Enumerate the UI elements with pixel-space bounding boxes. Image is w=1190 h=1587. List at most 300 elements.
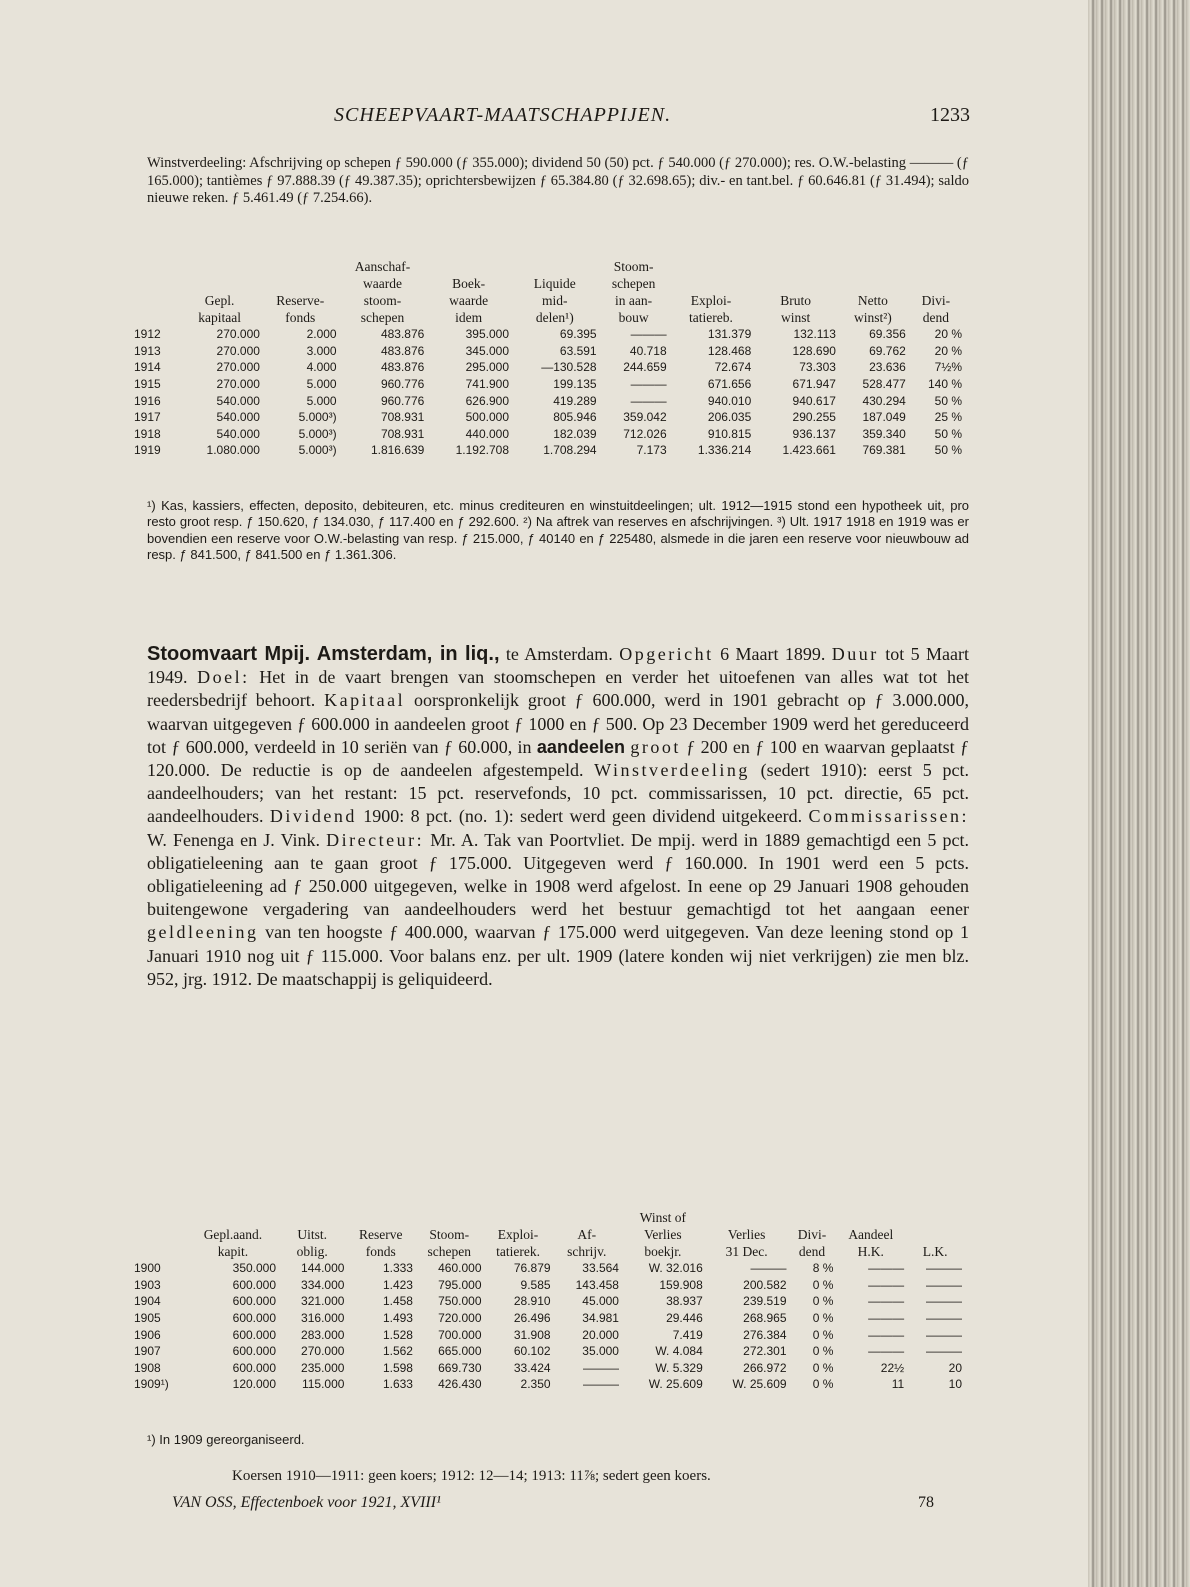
table-row	[132, 426, 964, 443]
table-cell: 128.690	[792, 343, 836, 358]
table-cell: 7½%	[934, 360, 962, 375]
table-cell: 350.000	[232, 1261, 277, 1276]
article-text: oorspronkelijk groot ƒ 600.000, werd in 1901 gebracht op ƒ 3.000.000, waarvan uitgegeven ƒ 600.000 in aandeelen groot ƒ 1000 en ƒ 500. Op 23 December 1909 werd het gereduceerd tot ƒ 600.000, verdeeld in 10 seriën van ƒ 60.000, in	[147, 690, 969, 757]
table2-header-cell: Uitst.	[297, 1226, 328, 1242]
table-cell: 11	[891, 1377, 905, 1392]
table1-header-cell: winst²)	[853, 309, 892, 325]
label-dividend: Dividend	[269, 806, 357, 827]
table-cell: 419.289	[553, 393, 597, 408]
table-cell: 20 %	[934, 343, 962, 358]
table-cell: 316.000	[301, 1311, 345, 1326]
table1-header-cell: schepen	[360, 309, 405, 325]
table-cell: 45.000	[582, 1294, 619, 1309]
table2-header-cell	[132, 1226, 188, 1243]
table-cell: 10	[948, 1377, 962, 1392]
table-cell: ———	[926, 1261, 962, 1276]
article-text: W. Fenenga en J. Vink.	[147, 829, 327, 850]
table-cell: 235.000	[301, 1360, 345, 1375]
table-cell: 671.947	[792, 377, 836, 392]
table-cell: 3.000	[306, 343, 337, 358]
table-cell: 1.336.214	[697, 443, 752, 458]
table1-header-cell: delen¹)	[535, 309, 574, 325]
table-cell: 35.000	[582, 1344, 619, 1359]
table-cell: 132.113	[793, 327, 836, 342]
table-cell: 244.659	[623, 360, 667, 375]
table-cell: 708.931	[380, 410, 425, 425]
label-aandeelen: aandeelen	[536, 736, 625, 757]
table2-header-cell: Gepl.aand.	[203, 1226, 263, 1242]
table-cell: 1.708.294	[543, 443, 597, 458]
table-row	[132, 343, 964, 360]
table2-header-cell: tatierek.	[496, 1243, 540, 1259]
table-cell: 1.598	[382, 1360, 413, 1375]
table-row	[132, 1310, 964, 1327]
table-cell: ———	[868, 1294, 905, 1309]
table-cell: 283.000	[301, 1327, 345, 1342]
table-row	[132, 1376, 964, 1393]
year-cell: 1905	[134, 1311, 161, 1326]
page-title: SCHEEPVAART-MAATSCHAPPIJEN.	[334, 104, 672, 126]
table-cell: 60.102	[513, 1344, 551, 1359]
article-text: ƒ 200 en ƒ 100 en waarvan geplaatst ƒ 120.000. De reductie is op de aandeelen afgestempeld.	[147, 736, 970, 781]
table1-header-cell: dend	[922, 309, 950, 325]
table-cell: 20 %	[934, 327, 962, 342]
table-cell: 206.035	[707, 410, 752, 425]
table-cell: 671.656	[707, 377, 752, 392]
table-cell: 1.333	[382, 1261, 413, 1276]
table-cell: 1.493	[382, 1311, 413, 1326]
table2-header-cell: Reserve	[358, 1226, 403, 1242]
table-cell: W. 25.609	[648, 1377, 703, 1392]
table-cell: 750.000	[438, 1294, 482, 1309]
table-cell: ———	[868, 1344, 905, 1359]
table1-header-cell	[262, 258, 339, 275]
table1-header-cell	[426, 258, 511, 275]
table-cell: 72.674	[714, 360, 752, 375]
table2-header-row	[132, 1209, 964, 1226]
table-cell: 345.000	[465, 343, 509, 358]
table-cell: 540.000	[216, 426, 260, 441]
table-cell: 1.633	[382, 1377, 413, 1392]
table2-header-cell: oblig.	[296, 1243, 328, 1259]
table-cell: ———	[630, 393, 667, 408]
year-cell: 1906	[134, 1327, 161, 1342]
table1-header-cell	[908, 275, 964, 292]
table-cell: 1.423.661	[782, 443, 836, 458]
table-cell: ———	[868, 1311, 905, 1326]
year-cell: 1907	[134, 1344, 161, 1359]
table1-header-cell: waarde	[449, 292, 489, 308]
table-cell: 4.000	[306, 360, 337, 375]
table-cell: 0 %	[812, 1344, 834, 1359]
table2-header-cell	[835, 1209, 906, 1226]
table-cell: 700.000	[438, 1327, 482, 1342]
table2-header-cell: Stoom-	[429, 1226, 470, 1242]
table-cell: 626.900	[465, 393, 509, 408]
table-cell: 600.000	[232, 1277, 277, 1292]
table1-header-cell	[132, 258, 177, 275]
table-cell: 140 %	[927, 377, 962, 392]
table1-header-cell	[262, 275, 339, 292]
table-cell: 8 %	[812, 1261, 834, 1276]
table2-header-row	[132, 1226, 964, 1243]
table-cell: 239.519	[743, 1294, 787, 1309]
table-cell: 22½	[880, 1360, 905, 1375]
table-row	[132, 1277, 964, 1294]
table-cell: 272.301	[743, 1344, 787, 1359]
footer-page: 78	[918, 1494, 934, 1511]
table-cell: 50 %	[934, 393, 962, 408]
table-cell: 500.000	[465, 410, 509, 425]
table-cell: 1.528	[382, 1327, 413, 1342]
table1-header-cell: waarde	[362, 275, 402, 291]
table-cell: 0 %	[812, 1277, 834, 1292]
table-cell: 483.876	[380, 327, 425, 342]
table1-header-cell	[132, 292, 177, 309]
table-cell: 769.381	[862, 443, 906, 458]
label-winstverdeeling: Winstverdeeling	[594, 760, 750, 781]
table-row	[132, 392, 964, 409]
table-row	[132, 1260, 964, 1277]
table1-header-cell	[132, 309, 177, 326]
footer-source: VAN OSS, Effectenboek voor 1921, XVIII¹	[172, 1494, 441, 1511]
table1-header-cell	[838, 258, 908, 275]
year-cell: 1908	[134, 1360, 161, 1375]
year-cell: 1918	[134, 426, 161, 441]
table2-header-cell: Aandeel	[848, 1226, 894, 1242]
table1-header-row	[132, 309, 964, 326]
table-cell: 5.000³)	[298, 426, 337, 441]
table-cell: 29.446	[666, 1311, 703, 1326]
table-cell: 795.000	[438, 1277, 482, 1292]
year-cell: 1916	[134, 393, 161, 408]
table-cell: W. 4.084	[655, 1344, 703, 1359]
table-cell: 540.000	[216, 410, 260, 425]
table-cell: ———	[868, 1261, 905, 1276]
table-cell: 7.419	[672, 1327, 703, 1342]
table-cell: 5.000	[306, 393, 337, 408]
table-cell: 0 %	[812, 1327, 834, 1342]
label-directeur: Directeur:	[326, 829, 425, 850]
table1-header-cell: in aan-	[615, 292, 653, 308]
table-cell: 50 %	[934, 443, 962, 458]
table-cell: 669.730	[438, 1360, 482, 1375]
table-cell: 708.931	[380, 426, 425, 441]
year-cell: 1912	[134, 327, 161, 342]
book-binding-edge	[1088, 0, 1190, 1587]
table1-header-cell: mid-	[542, 292, 568, 308]
table1-header-row	[132, 275, 964, 292]
table-cell: 2.350	[520, 1377, 551, 1392]
table2-header-cell: H.K.	[857, 1243, 884, 1259]
table-cell: 334.000	[301, 1277, 345, 1292]
table-cell: 960.776	[380, 377, 425, 392]
table2-header-cell	[705, 1209, 789, 1226]
table-cell: 960.776	[380, 393, 425, 408]
table2-header-cell: boekjr.	[644, 1243, 682, 1259]
table-cell: ———	[926, 1327, 962, 1342]
table2-header-cell: dend	[798, 1243, 826, 1259]
table-cell: 940.617	[792, 393, 836, 408]
table-cell: 69.762	[869, 343, 906, 358]
table-cell: 540.000	[216, 393, 260, 408]
table2-header-cell	[906, 1226, 964, 1243]
table2-header-cell: Verlies	[727, 1226, 766, 1242]
table-cell: 34.981	[582, 1311, 619, 1326]
year-cell: 1903	[134, 1277, 161, 1292]
table2-header-cell	[906, 1209, 964, 1226]
table1-header-cell: winst	[780, 309, 811, 325]
table-cell: 1.562	[382, 1344, 413, 1359]
table1-header-cell: Liquide	[533, 275, 576, 291]
table1-header-cell	[669, 258, 754, 275]
table1-header-cell: Bruto	[780, 292, 811, 308]
table-cell: 26.496	[513, 1311, 551, 1326]
table1-header-cell: Stoom-	[613, 258, 654, 274]
table-cell: 1.816.639	[370, 443, 425, 458]
table-cell: 805.946	[553, 410, 597, 425]
table-row	[132, 1360, 964, 1377]
table-cell: 69.395	[559, 327, 597, 342]
table1-header-cell	[753, 258, 838, 275]
table-cell: 295.000	[465, 360, 509, 375]
table2-header-cell	[132, 1209, 188, 1226]
table-cell: W. 5.329	[655, 1360, 703, 1375]
table-cell: 321.000	[301, 1294, 345, 1309]
article-text: 6 Maart 1899.	[713, 644, 832, 664]
table-cell: 69.356	[869, 327, 906, 342]
table-cell: 9.585	[520, 1277, 551, 1292]
table-cell: 940.010	[707, 393, 752, 408]
table1-header-cell: stoom-	[363, 292, 402, 308]
table-cell: ———	[630, 377, 667, 392]
table-cell: ———	[926, 1294, 962, 1309]
table-row	[132, 1326, 964, 1343]
table-cell: 712.026	[623, 426, 667, 441]
table-cell: 2.000	[306, 327, 337, 342]
table1-header-cell: kapitaal	[198, 309, 241, 325]
table-cell: ———	[868, 1277, 905, 1292]
table-cell: 120.000	[232, 1377, 277, 1392]
table-cell: W. 32.016	[648, 1261, 703, 1276]
table-cell: ———	[630, 327, 667, 342]
table-cell: 5.000³)	[298, 410, 337, 425]
year-cell: 1917	[134, 410, 161, 425]
table-cell: 483.876	[380, 343, 425, 358]
label-kapitaal: Kapitaal	[324, 690, 406, 711]
table-cell: 440.000	[465, 426, 509, 441]
table1-header-cell: Reserve-	[276, 292, 325, 308]
table2-header-cell	[415, 1209, 484, 1226]
table2-header-cell	[188, 1209, 278, 1226]
table-cell: 1.192.708	[455, 443, 509, 458]
table-cell: 23.636	[869, 360, 906, 375]
table-footnotes: ¹) Kas, kassiers, effecten, deposito, debiteuren, etc. minus crediteuren en winstuitdeelingen; ult. 1912—1915 stond een hypotheek uit, pro resto groot resp. ƒ 150.620, ƒ 134.030, ƒ 117.400 en ƒ 292.600. ²) Na aftrek van reserves en afschrijvingen. ³) Ult. 1917 1918 en 1919 was er bovendien een reserve voor O.W.-belasting van resp. ƒ 215.000, ƒ 40140 en ƒ 225480, alsmede in die jaren een reserve voor nieuwbouw ad resp. ƒ 841.500, ƒ 841.500 en ƒ 1.361.306.	[147, 498, 969, 563]
table1-header-cell	[669, 275, 754, 292]
table2-header-cell	[789, 1209, 836, 1226]
table-cell: 665.000	[438, 1344, 482, 1359]
table-cell: 0 %	[812, 1377, 834, 1392]
label-commissarissen: Commissarissen:	[808, 806, 970, 827]
table-row	[132, 376, 964, 393]
table-cell: 270.000	[216, 360, 260, 375]
table1-header-cell: bouw	[618, 309, 649, 325]
year-cell: 1904	[134, 1294, 161, 1309]
table-cell: ———	[582, 1360, 619, 1375]
table-cell: 5.000	[306, 377, 337, 392]
table-cell: 25 %	[934, 410, 962, 425]
company-article	[147, 643, 969, 991]
page-number: 1233	[930, 104, 970, 126]
table-cell: 73.303	[799, 360, 836, 375]
table-cell: 426.430	[438, 1377, 482, 1392]
table2-header-row	[132, 1243, 964, 1260]
table-cell: 483.876	[380, 360, 425, 375]
table-cell: 128.468	[707, 343, 752, 358]
year-cell: 1919	[134, 443, 161, 458]
table-cell: 276.384	[743, 1327, 787, 1342]
table-cell: ———	[926, 1344, 962, 1359]
table-row	[132, 409, 964, 426]
table-cell: 266.972	[743, 1360, 787, 1375]
table-cell: 187.049	[862, 410, 906, 425]
table2-header-cell	[346, 1209, 415, 1226]
table-cell: 115.000	[301, 1377, 345, 1392]
table-cell: 200.582	[743, 1277, 787, 1292]
article-text: Mr. A. Tak van Poortvliet. De mpij. werd in 1889 gemachtigd een 5 pct. obligatieleening aan te gaan groot ƒ 175.000. Uitgegeven werd ƒ 160.000. In 1901 werd een 5 pcts. obligatieleening ad ƒ 250.000 uitgegeven, welke in 1908 werd afgelost. In eene op 29 Januari 1908 gehouden buitengewone vergadering van aandeelhouders werd het bestuur gemachtigd tot het aangaan eener	[147, 829, 969, 920]
table-cell: 63.591	[559, 343, 597, 358]
table-cell: 0 %	[812, 1360, 834, 1375]
table-cell: 270.000	[216, 327, 260, 342]
table-cell: 1.458	[382, 1294, 413, 1309]
table-cell: W. 25.609	[732, 1377, 787, 1392]
table-cell: 182.039	[553, 426, 597, 441]
table2-header-cell: 31 Dec.	[725, 1243, 768, 1259]
company-name: Stoomvaart Mpij. Amsterdam, in liq.,	[147, 643, 500, 665]
table-cell: 0 %	[812, 1311, 834, 1326]
table-cell: 1.080.000	[206, 443, 260, 458]
table1-header-row	[132, 292, 964, 309]
table1-header-cell: Exploi-	[690, 292, 732, 308]
history-table	[132, 1209, 964, 1393]
table-cell: 395.000	[465, 327, 509, 342]
table1-header-cell: idem	[455, 309, 483, 325]
table1-header-cell: Gepl.	[204, 292, 235, 308]
history-table-footnote: ¹) In 1909 gereorganiseerd.	[147, 1432, 305, 1447]
table1-header-cell: fonds	[285, 309, 316, 325]
table2-header-cell	[132, 1243, 188, 1260]
table-row	[132, 442, 964, 459]
table-cell: 528.477	[862, 377, 906, 392]
table-cell: 268.965	[743, 1311, 787, 1326]
table-cell: 33.564	[582, 1261, 619, 1276]
article-text: te Amsterdam.	[499, 644, 620, 664]
table-cell: 270.000	[216, 377, 260, 392]
table1-header-cell	[177, 275, 262, 292]
financials-table-1919	[132, 258, 964, 459]
table2-header-cell: Winst of	[639, 1209, 687, 1225]
table1-header-cell	[511, 258, 599, 275]
table2-header-cell	[484, 1209, 553, 1226]
table-row	[132, 1293, 964, 1310]
table-cell: 33.424	[513, 1360, 551, 1375]
table-cell: ———	[750, 1261, 787, 1276]
table2-header-cell	[278, 1209, 346, 1226]
table1-header-cell	[753, 275, 838, 292]
table1-header-cell: Aanschaf-	[354, 258, 411, 274]
table-cell: 359.340	[862, 426, 906, 441]
table2-header-cell: fonds	[365, 1243, 396, 1259]
table1-header-cell: schepen	[611, 275, 656, 291]
profit-distribution-text: Winstverdeeling: Afschrijving op schepen ƒ 590.000 (ƒ 355.000); dividend 50 (50) pct. ƒ 540.000 (ƒ 270.000); res. O.W.-belasting ——— (ƒ 165.000); tantièmes ƒ 97.888.39 (ƒ 49.387.35); oprichtersbewijzen ƒ 65.384.80 (ƒ 32.698.65); div.- en tant.bel. ƒ 60.646.81 (ƒ 31.494); saldo nieuwe reken. ƒ 5.461.49 (ƒ 7.254.66).	[147, 155, 969, 207]
label-groot: groot	[630, 736, 681, 757]
table-cell: 31.908	[513, 1327, 551, 1342]
table1-header-cell	[838, 275, 908, 292]
table-cell: 600.000	[232, 1327, 277, 1342]
table-cell: 20.000	[582, 1327, 619, 1342]
table-cell: 28.910	[513, 1294, 551, 1309]
table-cell: 40.718	[629, 343, 667, 358]
table1-header-cell: Netto	[857, 292, 888, 308]
year-cell: 1915	[134, 377, 161, 392]
table-cell: ———	[926, 1311, 962, 1326]
table-cell: 199.135	[553, 377, 597, 392]
table-cell: 159.908	[659, 1277, 703, 1292]
table1-header-cell: tatiereb.	[689, 309, 733, 325]
table1-header-row	[132, 258, 964, 275]
table-cell: 720.000	[438, 1311, 482, 1326]
article-text: 1900: 8 pct. (no. 1): sedert werd geen dividend uitgekeerd.	[356, 806, 809, 827]
table-cell: 741.900	[465, 377, 509, 392]
table-cell: 76.879	[513, 1261, 551, 1276]
table2-header-cell: Divi-	[797, 1226, 827, 1242]
table-cell: 600.000	[232, 1311, 277, 1326]
table-cell: 144.000	[301, 1261, 345, 1276]
table-cell: 600.000	[232, 1294, 277, 1309]
article-text: (sedert 1910): eerst 5 pct. aandeelhouders; van het restant: 15 pct. reservefonds, 10 pct. commissarissen, 10 pct. directie, 65 pct. aandeelhouders.	[147, 760, 969, 827]
article-text: van ten hoogste ƒ 400.000, waarvan ƒ 175.000 werd uitgegeven. Van deze leening stond op 1 Januari 1910 nog uit ƒ 115.000. Voor balans enz. per ult. 1909 (latere konden wij niet verkrijgen) zie men blz. 952, jrg. 1912. De maatschappij is geliquideerd.	[147, 922, 969, 989]
label-geldleening: geldleening	[147, 922, 259, 943]
year-cell: 1909¹)	[134, 1377, 169, 1392]
table-cell: 38.937	[666, 1294, 703, 1309]
table-cell: 359.042	[623, 410, 667, 425]
table2-header-cell: Af-	[577, 1226, 597, 1242]
table-cell: —130.528	[541, 360, 597, 375]
table1-header-cell: Boek-	[452, 275, 486, 291]
label-duur: Duur	[831, 644, 879, 664]
table2-header-cell: Verlies	[644, 1226, 682, 1242]
table-row	[132, 1343, 964, 1360]
table-cell: 7.173	[636, 443, 667, 458]
table-row	[132, 359, 964, 376]
label-doel: Doel:	[197, 667, 250, 688]
table-cell: 910.815	[707, 426, 752, 441]
article-text: tot 5 Maart 1949.	[147, 644, 969, 688]
year-cell: 1900	[134, 1261, 161, 1276]
table-cell: 1.423	[382, 1277, 413, 1292]
table-cell: 936.137	[792, 426, 836, 441]
table-cell: 270.000	[216, 343, 260, 358]
table2-header-cell: schepen	[427, 1243, 471, 1259]
table2-header-cell	[553, 1209, 621, 1226]
table2-header-cell: schrijv.	[567, 1243, 607, 1259]
table-cell: ———	[926, 1277, 962, 1292]
table1-header-cell: Divi-	[921, 292, 951, 308]
table2-header-cell: L.K.	[922, 1243, 948, 1259]
table-cell: 50 %	[934, 426, 962, 441]
table-cell: 430.294	[862, 393, 906, 408]
table-cell: 143.458	[575, 1277, 619, 1292]
